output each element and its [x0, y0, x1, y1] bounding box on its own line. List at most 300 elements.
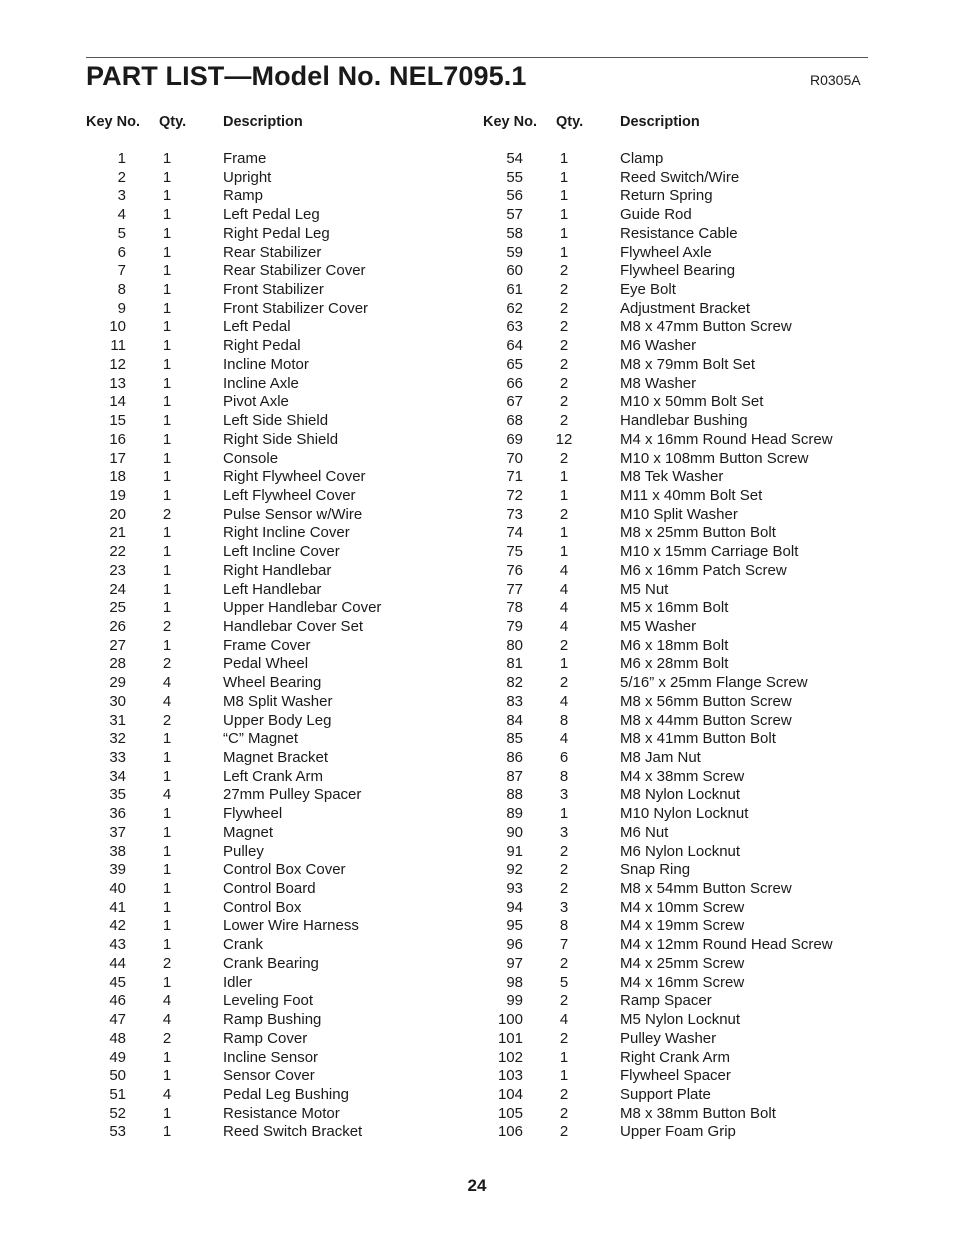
part-row [86, 637, 486, 656]
part-key-no: 50 [109, 1067, 126, 1085]
part-key-no: 75 [506, 543, 523, 561]
part-row [483, 599, 883, 618]
part-row [86, 206, 486, 225]
part-key-no: 104 [497, 1085, 523, 1103]
part-qty: 1 [162, 430, 172, 448]
part-row [483, 450, 883, 469]
part-row [86, 618, 486, 637]
part-description: Control Box [223, 898, 302, 916]
part-key-no: 17 [109, 449, 126, 467]
part-description: M8 x 47mm Button Screw [620, 318, 792, 336]
part-qty: 4 [559, 599, 569, 617]
part-key-no: 39 [109, 861, 126, 879]
part-qty: 1 [162, 1048, 172, 1066]
part-row [483, 1030, 883, 1049]
part-qty: 1 [559, 655, 569, 673]
part-row [483, 730, 883, 749]
part-key-no: 13 [109, 374, 126, 392]
part-qty: 1 [162, 337, 172, 355]
part-qty: 2 [559, 861, 569, 879]
part-row [483, 169, 883, 188]
part-key-no: 80 [506, 636, 523, 654]
part-key-no: 84 [506, 711, 523, 729]
part-description: Reed Switch/Wire [620, 168, 740, 186]
part-row [483, 1067, 883, 1086]
part-description: Pulley [223, 842, 264, 860]
part-key-no: 78 [506, 599, 523, 617]
part-description: Incline Axle [223, 374, 299, 392]
part-qty: 2 [559, 412, 569, 430]
part-key-no: 29 [109, 674, 126, 692]
part-key-no: 51 [109, 1085, 126, 1103]
part-description: Left Flywheel Cover [223, 486, 356, 504]
part-description: 5/16” x 25mm Flange Screw [620, 674, 808, 692]
part-qty: 2 [559, 842, 569, 860]
part-row [483, 356, 883, 375]
part-description: Magnet [223, 823, 274, 841]
part-qty: 4 [162, 1011, 172, 1029]
part-qty: 1 [162, 243, 172, 261]
part-description: Rear Stabilizer Cover [223, 262, 366, 280]
part-key-no: 30 [109, 692, 126, 710]
part-description: M6 Washer [620, 337, 697, 355]
part-description: Snap Ring [620, 861, 691, 879]
part-key-no: 72 [506, 486, 523, 504]
part-description: Incline Motor [223, 355, 309, 373]
part-row [483, 206, 883, 225]
part-key-no: 79 [506, 617, 523, 635]
part-key-no: 37 [109, 823, 126, 841]
part-qty: 1 [162, 412, 172, 430]
part-qty: 1 [559, 150, 569, 167]
part-row [483, 768, 883, 787]
part-row [86, 992, 486, 1011]
part-qty: 8 [559, 767, 569, 785]
part-row [86, 281, 486, 300]
document-code: R0305A [810, 72, 861, 88]
part-description: M8 x 44mm Button Screw [620, 711, 792, 729]
part-description: M11 x 40mm Bolt Set [620, 486, 763, 504]
part-row [86, 861, 486, 880]
part-qty: 3 [559, 823, 569, 841]
part-description: Front Stabilizer Cover [223, 299, 369, 317]
part-qty: 1 [162, 449, 172, 467]
header-qty: Qty. [159, 114, 187, 130]
part-key-no: 40 [109, 880, 126, 898]
part-description: Right Pedal Leg [223, 224, 330, 242]
part-key-no: 48 [109, 1029, 126, 1047]
part-row [86, 599, 486, 618]
part-key-no: 31 [109, 711, 126, 729]
part-qty: 2 [559, 992, 569, 1010]
part-qty: 2 [559, 674, 569, 692]
part-qty: 8 [559, 711, 569, 729]
part-qty: 2 [559, 355, 569, 373]
part-row [86, 262, 486, 281]
part-qty: 1 [162, 224, 172, 242]
part-row [483, 843, 883, 862]
part-qty: 2 [559, 281, 569, 299]
part-qty: 5 [559, 973, 569, 991]
part-row [86, 917, 486, 936]
part-qty: 1 [162, 880, 172, 898]
part-description: M4 x 10mm Screw [620, 898, 745, 916]
part-qty: 4 [559, 561, 569, 579]
part-description: Rear Stabilizer [223, 243, 322, 261]
part-description: Left Pedal Leg [223, 206, 320, 224]
header-qty: Qty. [556, 114, 584, 130]
part-row [86, 450, 486, 469]
column-header [86, 112, 486, 134]
part-row [483, 262, 883, 281]
part-key-no: 102 [497, 1048, 523, 1066]
part-key-no: 69 [506, 430, 523, 448]
part-qty: 1 [162, 468, 172, 486]
part-key-no: 15 [109, 412, 126, 430]
part-qty: 1 [162, 168, 172, 186]
header-key-no: Key No. [483, 114, 537, 130]
part-qty: 4 [162, 786, 172, 804]
part-qty: 1 [559, 524, 569, 542]
part-row [86, 955, 486, 974]
part-row [483, 992, 883, 1011]
part-row [86, 506, 486, 525]
part-qty: 1 [559, 486, 569, 504]
part-row [483, 655, 883, 674]
part-description: Resistance Motor [223, 1104, 340, 1122]
part-description: Pedal Leg Bushing [223, 1085, 349, 1103]
parts-list-left [86, 150, 486, 1142]
part-row [86, 431, 486, 450]
part-key-no: 83 [506, 692, 523, 710]
part-row [483, 487, 883, 506]
part-key-no: 76 [506, 561, 523, 579]
part-row [483, 431, 883, 450]
part-key-no: 45 [109, 973, 126, 991]
part-row [483, 1049, 883, 1068]
part-key-no: 43 [109, 936, 126, 954]
part-key-no: 35 [109, 786, 126, 804]
part-qty: 2 [559, 1123, 569, 1141]
part-qty: 1 [162, 936, 172, 954]
part-key-no: 73 [506, 505, 523, 523]
part-key-no: 66 [506, 374, 523, 392]
part-key-no: 46 [109, 992, 126, 1010]
part-qty: 2 [162, 711, 172, 729]
part-key-no: 24 [109, 580, 126, 598]
part-qty: 4 [162, 692, 172, 710]
part-qty: 1 [162, 805, 172, 823]
part-description: Adjustment Bracket [620, 299, 751, 317]
part-key-no: 6 [117, 243, 126, 261]
part-qty: 1 [559, 206, 569, 224]
part-row [483, 150, 883, 169]
part-row [483, 562, 883, 581]
part-description: Pulley Washer [620, 1029, 717, 1047]
part-description: Left Incline Cover [223, 543, 340, 561]
part-description: Guide Rod [620, 206, 692, 224]
part-row [483, 1123, 883, 1142]
part-key-no: 12 [109, 355, 126, 373]
part-qty: 1 [162, 150, 172, 167]
part-row [483, 637, 883, 656]
part-key-no: 82 [506, 674, 523, 692]
part-description: Ramp Cover [223, 1029, 308, 1047]
part-qty: 1 [162, 393, 172, 411]
part-description: M6 x 16mm Patch Screw [620, 561, 787, 579]
part-row [86, 318, 486, 337]
part-qty: 4 [162, 674, 172, 692]
part-description: Left Crank Arm [223, 767, 324, 785]
part-row [483, 337, 883, 356]
part-key-no: 58 [506, 224, 523, 242]
part-description: M6 Nut [620, 823, 669, 841]
part-row [86, 225, 486, 244]
part-key-no: 67 [506, 393, 523, 411]
part-row [86, 543, 486, 562]
part-description: M8 x 79mm Bolt Set [620, 355, 756, 373]
part-row [483, 244, 883, 263]
part-row [86, 1086, 486, 1105]
part-row [483, 524, 883, 543]
part-key-no: 36 [109, 805, 126, 823]
part-row [483, 618, 883, 637]
part-row [86, 899, 486, 918]
part-qty: 3 [559, 898, 569, 916]
part-row [483, 281, 883, 300]
part-row [86, 1105, 486, 1124]
part-row [483, 936, 883, 955]
part-qty: 1 [559, 243, 569, 261]
part-key-no: 9 [117, 299, 126, 317]
part-row [483, 693, 883, 712]
part-key-no: 18 [109, 468, 126, 486]
part-description: M4 x 12mm Round Head Screw [620, 936, 833, 954]
part-qty: 1 [162, 973, 172, 991]
part-qty: 1 [162, 187, 172, 205]
part-description: Clamp [620, 150, 664, 167]
part-qty: 1 [162, 374, 172, 392]
part-qty: 1 [559, 468, 569, 486]
part-description: M5 x 16mm Bolt [620, 599, 729, 617]
part-description: Right Handlebar [223, 561, 332, 579]
part-row [86, 749, 486, 768]
part-row [86, 487, 486, 506]
part-qty: 4 [162, 992, 172, 1010]
part-qty: 2 [559, 337, 569, 355]
part-key-no: 49 [109, 1048, 126, 1066]
part-row [86, 1067, 486, 1086]
part-description: Upper Handlebar Cover [223, 599, 382, 617]
part-key-no: 5 [117, 224, 126, 242]
part-qty: 4 [559, 617, 569, 635]
part-qty: 1 [559, 224, 569, 242]
part-key-no: 27 [109, 636, 126, 654]
part-description: Console [223, 449, 279, 467]
part-row [86, 974, 486, 993]
part-row [483, 581, 883, 600]
part-row [86, 375, 486, 394]
part-description: Left Side Shield [223, 412, 329, 430]
part-description: Wheel Bearing [223, 674, 322, 692]
part-qty: 1 [162, 524, 172, 542]
part-description: Idler [223, 973, 253, 991]
part-key-no: 86 [506, 749, 523, 766]
part-row [483, 824, 883, 843]
part-description: Right Crank Arm [620, 1048, 731, 1066]
part-qty: 4 [559, 1011, 569, 1029]
part-qty: 1 [162, 206, 172, 224]
part-row [86, 187, 486, 206]
part-key-no: 11 [110, 337, 126, 355]
part-description: M8 Split Washer [223, 692, 333, 710]
part-key-no: 54 [506, 150, 523, 167]
part-description: Flywheel Bearing [620, 262, 736, 280]
part-qty: 1 [162, 767, 172, 785]
part-description: M10 x 50mm Bolt Set [620, 393, 764, 411]
part-description: Pedal Wheel [223, 655, 309, 673]
part-row [483, 917, 883, 936]
part-key-no: 23 [109, 561, 126, 579]
part-row [86, 880, 486, 899]
header-description: Description [223, 114, 303, 130]
part-qty: 1 [162, 898, 172, 916]
part-qty: 1 [559, 543, 569, 561]
part-key-no: 22 [109, 543, 126, 561]
header-description: Description [620, 114, 700, 130]
part-description: M10 Split Washer [620, 505, 738, 523]
part-description: Pivot Axle [223, 393, 289, 411]
part-row [483, 468, 883, 487]
part-key-no: 89 [506, 805, 523, 823]
part-row [483, 955, 883, 974]
part-description: Control Box Cover [223, 861, 346, 879]
part-key-no: 1 [117, 150, 126, 167]
part-key-no: 33 [109, 749, 126, 766]
part-qty: 8 [559, 917, 569, 935]
part-description: Right Flywheel Cover [223, 468, 366, 486]
part-description: Frame [223, 150, 267, 167]
part-description: Ramp Spacer [620, 992, 712, 1010]
column-header [483, 112, 883, 134]
part-qty: 1 [162, 842, 172, 860]
part-key-no: 71 [506, 468, 523, 486]
part-key-no: 92 [506, 861, 523, 879]
part-description: Sensor Cover [223, 1067, 315, 1085]
part-qty: 6 [559, 749, 569, 766]
part-key-no: 106 [497, 1123, 523, 1141]
part-description: 27mm Pulley Spacer [223, 786, 362, 804]
part-description: Upper Foam Grip [620, 1123, 736, 1141]
part-row [483, 300, 883, 319]
part-key-no: 105 [497, 1104, 523, 1122]
part-qty: 1 [162, 355, 172, 373]
part-key-no: 81 [506, 655, 523, 673]
part-key-no: 91 [506, 842, 523, 860]
part-key-no: 16 [109, 430, 126, 448]
part-qty: 4 [559, 580, 569, 598]
part-key-no: 90 [506, 823, 523, 841]
part-description: M8 Nylon Locknut [620, 786, 741, 804]
part-description: Crank Bearing [223, 954, 319, 972]
part-key-no: 55 [506, 168, 523, 186]
part-row [483, 674, 883, 693]
part-qty: 1 [162, 543, 172, 561]
part-row [483, 712, 883, 731]
part-key-no: 88 [506, 786, 523, 804]
part-key-no: 60 [506, 262, 523, 280]
part-key-no: 21 [109, 524, 126, 542]
part-key-no: 100 [497, 1011, 523, 1029]
part-row [483, 393, 883, 412]
part-qty: 2 [559, 1029, 569, 1047]
part-key-no: 52 [109, 1104, 126, 1122]
part-description: M10 x 15mm Carriage Bolt [620, 543, 799, 561]
part-row [483, 375, 883, 394]
part-qty: 1 [559, 1067, 569, 1085]
part-key-no: 93 [506, 880, 523, 898]
part-key-no: 94 [506, 898, 523, 916]
part-key-no: 65 [506, 355, 523, 373]
parts-column-left [86, 112, 486, 1142]
parts-list-right [483, 150, 883, 1142]
part-description: M10 Nylon Locknut [620, 805, 749, 823]
part-qty: 2 [559, 262, 569, 280]
part-key-no: 53 [109, 1123, 126, 1141]
page-number: 24 [467, 1176, 487, 1195]
part-description: M6 x 18mm Bolt [620, 636, 729, 654]
part-row [86, 786, 486, 805]
part-description: M4 x 16mm Round Head Screw [620, 430, 833, 448]
part-description: Handlebar Cover Set [223, 617, 364, 635]
part-description: Flywheel Axle [620, 243, 712, 261]
part-qty: 1 [559, 805, 569, 823]
parts-column-right [483, 112, 883, 1142]
part-key-no: 68 [506, 412, 523, 430]
part-row [86, 674, 486, 693]
part-key-no: 70 [506, 449, 523, 467]
part-row [483, 974, 883, 993]
part-key-no: 42 [109, 917, 126, 935]
part-row [483, 1105, 883, 1124]
part-qty: 2 [559, 299, 569, 317]
part-description: M8 Tek Washer [620, 468, 724, 486]
part-key-no: 59 [506, 243, 523, 261]
part-row [86, 169, 486, 188]
part-key-no: 38 [109, 842, 126, 860]
part-description: Upright [223, 168, 272, 186]
part-row [483, 861, 883, 880]
part-description: Magnet Bracket [223, 749, 329, 766]
part-qty: 4 [559, 692, 569, 710]
part-row [86, 393, 486, 412]
part-description: M4 x 19mm Screw [620, 917, 745, 935]
part-description: Lower Wire Harness [223, 917, 359, 935]
part-qty: 1 [162, 318, 172, 336]
part-description: Control Board [223, 880, 316, 898]
part-key-no: 34 [109, 767, 126, 785]
part-description: Eye Bolt [620, 281, 676, 299]
part-key-no: 44 [109, 954, 126, 972]
part-row [86, 843, 486, 862]
part-row [483, 786, 883, 805]
part-row [483, 543, 883, 562]
part-qty: 1 [162, 1067, 172, 1085]
part-qty: 7 [559, 936, 569, 954]
part-row [86, 300, 486, 319]
part-row [86, 1011, 486, 1030]
part-qty: 2 [559, 318, 569, 336]
